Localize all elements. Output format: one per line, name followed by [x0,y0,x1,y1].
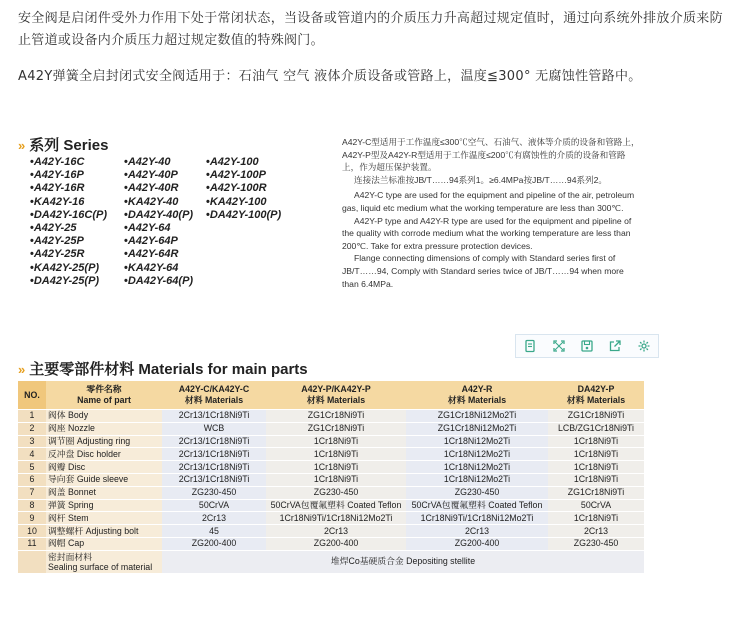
table-row [18,486,644,499]
material-da-cell: ZG1Cr18Ni9Ti [548,486,644,499]
row-number-cell: 11 [18,537,46,550]
chevron-right-icon: » [18,362,26,377]
description-en-1: A42Y-C type are used for the equipment and pipeline of the air, petroleum gas, liquid etc medium what the working temperature are less than 300℃. [342,190,635,213]
series-column-1 [30,156,107,288]
series-model-item: • A42Y-16R [30,182,107,195]
series-column-2 [124,156,193,288]
material-c-cell: 2Cr13/1Cr18Ni9Ti [162,410,266,423]
table-header-row [18,381,644,410]
material-c-cell: 2Cr13/1Cr18Ni9Ti [162,435,266,448]
series-model-item: • DA42Y-16C(P) [30,209,107,222]
header-part: 零件名称 Name of part [46,381,162,410]
description-cn-1: A42Y-C型适用于工作温度≤300℃空气、石油气、液体等介质的设备和管路上，A42Y-P型及A42Y-R型适用于工作温度≤200℃有腐蚀性的介质的设备和管路上，作为超压保护装置。 [342,137,640,173]
intro-paragraph-2: A42Y弹簧全启封闭式安全阀适用于：石油气 空气 液体介质设备或管路上，温度≦300° 无腐蚀性管路中。 [18,69,642,84]
material-p-cell: ZG230-450 [266,486,406,499]
material-r-cell: 1Cr18Ni12Mo2Ti [406,448,548,461]
material-p-cell: 1Cr18Ni9Ti [266,473,406,486]
material-p-cell: 1Cr18Ni9Ti [266,461,406,474]
material-r-cell: 1Cr18Ni12Mo2Ti [406,473,548,486]
copy-icon[interactable] [521,337,539,355]
material-r-cell: ZG1Cr18Ni12Mo2Ti [406,410,548,423]
series-model-item: • A42Y-64P [124,235,193,248]
save-icon[interactable] [578,337,596,355]
part-name-cell: 调整螺杆 Adjusting bolt [46,525,162,538]
description-cn-2: 连接法兰标准按JB/T……94系列1。≥6.4MPa按JB/T……94系列2。 [354,174,608,185]
intro-text [18,8,733,88]
series-model-item: • A42Y-40 [124,156,193,169]
part-name-cell: 阀座 Nozzle [46,422,162,435]
part-name-cell: 导向套 Guide sleeve [46,473,162,486]
material-c-cell: ZG230-450 [162,486,266,499]
table-row [18,435,644,448]
material-da-cell: ZG1Cr18Ni9Ti [548,410,644,423]
table-row [18,537,644,550]
image-toolbar [515,334,659,358]
material-da-cell: 2Cr13 [548,525,644,538]
material-da-cell: 1Cr18Ni9Ti [548,435,644,448]
material-p-cell: 2Cr13 [266,525,406,538]
material-c-cell: 2Cr13 [162,512,266,525]
row-number-cell: 5 [18,461,46,474]
part-name-cell: 阀杆 Stem [46,512,162,525]
description-en-3: Flange connecting dimensions of comply with Standard series first of JB/T……94, Comply with Standard series twice of JB/T……94 when more than 6.4MPa. [342,253,624,289]
series-model-item: • A42Y-25R [30,248,107,261]
material-da-cell: 1Cr18Ni9Ti [548,448,644,461]
part-name-cell: 弹簧 Spring [46,499,162,512]
material-da-cell: 50CrVA [548,499,644,512]
material-p-cell: 1Cr18Ni9Ti/1Cr18Ni12Mo2Ti [266,512,406,525]
expand-icon[interactable] [550,337,568,355]
series-title: 系列 Series [29,137,109,154]
material-r-cell: 50CrVA包覆氟塑料 Coated Teflon [406,499,548,512]
series-model-item: • A42Y-16C [30,156,107,169]
share-icon[interactable] [606,337,624,355]
row-number-cell: 4 [18,448,46,461]
series-model-item: • A42Y-25 [30,222,107,235]
table-row [18,525,644,538]
table-row [18,461,644,474]
row-number-cell: 8 [18,499,46,512]
table-row [18,512,644,525]
series-model-item: • A42Y-100R [206,182,281,195]
part-name-cell: 阀体 Body [46,410,162,423]
header-model-da: DA42Y-P 材料 Materials [548,381,644,410]
series-model-item: • A42Y-16P [30,169,107,182]
series-model-item: • A42Y-64 [124,222,193,235]
material-c-cell: ZG200-400 [162,537,266,550]
material-p-cell: 1Cr18Ni9Ti [266,448,406,461]
material-r-cell: ZG200-400 [406,537,548,550]
series-model-item: • KA42Y-25(P) [30,262,107,275]
material-c-cell: 50CrVA [162,499,266,512]
material-r-cell: 1Cr18Ni12Mo2Ti [406,435,548,448]
series-model-item: • A42Y-64R [124,248,193,261]
series-model-item: • A42Y-40P [124,169,193,182]
material-r-cell: ZG230-450 [406,486,548,499]
material-c-cell: 2Cr13/1Cr18Ni9Ti [162,448,266,461]
materials-table [18,381,644,573]
material-da-cell: LCB/ZG1Cr18Ni9Ti [548,422,644,435]
header-no: NO. [18,381,46,410]
series-model-item: • A42Y-40R [124,182,193,195]
series-heading [18,134,108,155]
material-p-cell: 1Cr18Ni9Ti [266,435,406,448]
row-number-cell: 3 [18,435,46,448]
material-r-cell: 1Cr18Ni12Mo2Ti [406,461,548,474]
description-en-2: A42Y-P type and A42Y-R type are used for the equipment and pipeline of the quality with corrode medium what the working temperature are less than 200℃. Take for extra pressure protection devices. [342,215,632,251]
material-da-cell: ZG230-450 [548,537,644,550]
material-c-cell: 2Cr13/1Cr18Ni9Ti [162,461,266,474]
table-row-sealing [18,550,644,573]
row-number-cell: 1 [18,410,46,423]
part-name-cell: 阀盖 Bonnet [46,486,162,499]
material-da-cell: 1Cr18Ni9Ti [548,461,644,474]
intro-paragraph-1: 安全阀是启闭件受外力作用下处于常闭状态，当设备或管道内的介质压力升高超过规定值时，通过向系统外排放介质来防止管道或设备内介质压力超过规定数值的特殊阀门。 [18,11,723,48]
table-row [18,410,644,423]
row-number-cell: 6 [18,473,46,486]
series-model-item: • A42Y-100 [206,156,281,169]
part-name-cell: 阀瓣 Disc [46,461,162,474]
part-name-cell: 阀帽 Cap [46,537,162,550]
sealing-value: 堆焊Co基硬质合金 Depositing stellite [162,550,644,573]
series-model-item: • A42Y-25P [30,235,107,248]
series-model-item: • KA42Y-40 [124,196,193,209]
chevron-right-icon: » [18,138,26,153]
series-column-3 [206,156,281,222]
header-model-p: A42Y-P/KA42Y-P 材料 Materials [266,381,406,410]
row-number-cell: 9 [18,512,46,525]
table-row [18,473,644,486]
header-model-r: A42Y-R 材料 Materials [406,381,548,410]
row-number-cell: 2 [18,422,46,435]
material-r-cell: ZG1Cr18Ni12Mo2Ti [406,422,548,435]
materials-heading [18,358,308,379]
row-number-cell: 10 [18,525,46,538]
table-row [18,448,644,461]
header-model-c: A42Y-C/KA42Y-C 材料 Materials [162,381,266,410]
material-p-cell: ZG1Cr18Ni9Ti [266,422,406,435]
series-model-item: • KA42Y-100 [206,196,281,209]
material-c-cell: WCB [162,422,266,435]
series-model-item: • KA42Y-16 [30,196,107,209]
series-model-item: • DA42Y-25(P) [30,275,107,288]
series-model-item: • DA42Y-40(P) [124,209,193,222]
material-r-cell: 1Cr18Ni9Ti/1Cr18Ni12Mo2Ti [406,512,548,525]
row-number-cell: 7 [18,486,46,499]
material-p-cell: 50CrVA包覆氟塑料 Coated Teflon [266,499,406,512]
part-name-cell: 调节圈 Adjusting ring [46,435,162,448]
series-model-item: • DA42Y-64(P) [124,275,193,288]
table-row [18,422,644,435]
settings-icon[interactable] [635,337,653,355]
series-model-item: • KA42Y-64 [124,262,193,275]
material-p-cell: ZG200-400 [266,537,406,550]
materials-title: 主要零部件材料 Materials for main parts [29,361,308,378]
series-model-item: • DA42Y-100(P) [206,209,281,222]
material-p-cell: ZG1Cr18Ni9Ti [266,410,406,423]
material-r-cell: 2Cr13 [406,525,548,538]
series-model-item: • A42Y-100P [206,169,281,182]
material-da-cell: 1Cr18Ni9Ti [548,473,644,486]
series-description [342,136,642,290]
table-row [18,499,644,512]
material-da-cell: 1Cr18Ni9Ti [548,512,644,525]
material-c-cell: 45 [162,525,266,538]
material-c-cell: 2Cr13/1Cr18Ni9Ti [162,473,266,486]
sealing-name: 密封面材料 Sealing surface of material [46,550,162,573]
part-name-cell: 反冲盘 Disc holder [46,448,162,461]
